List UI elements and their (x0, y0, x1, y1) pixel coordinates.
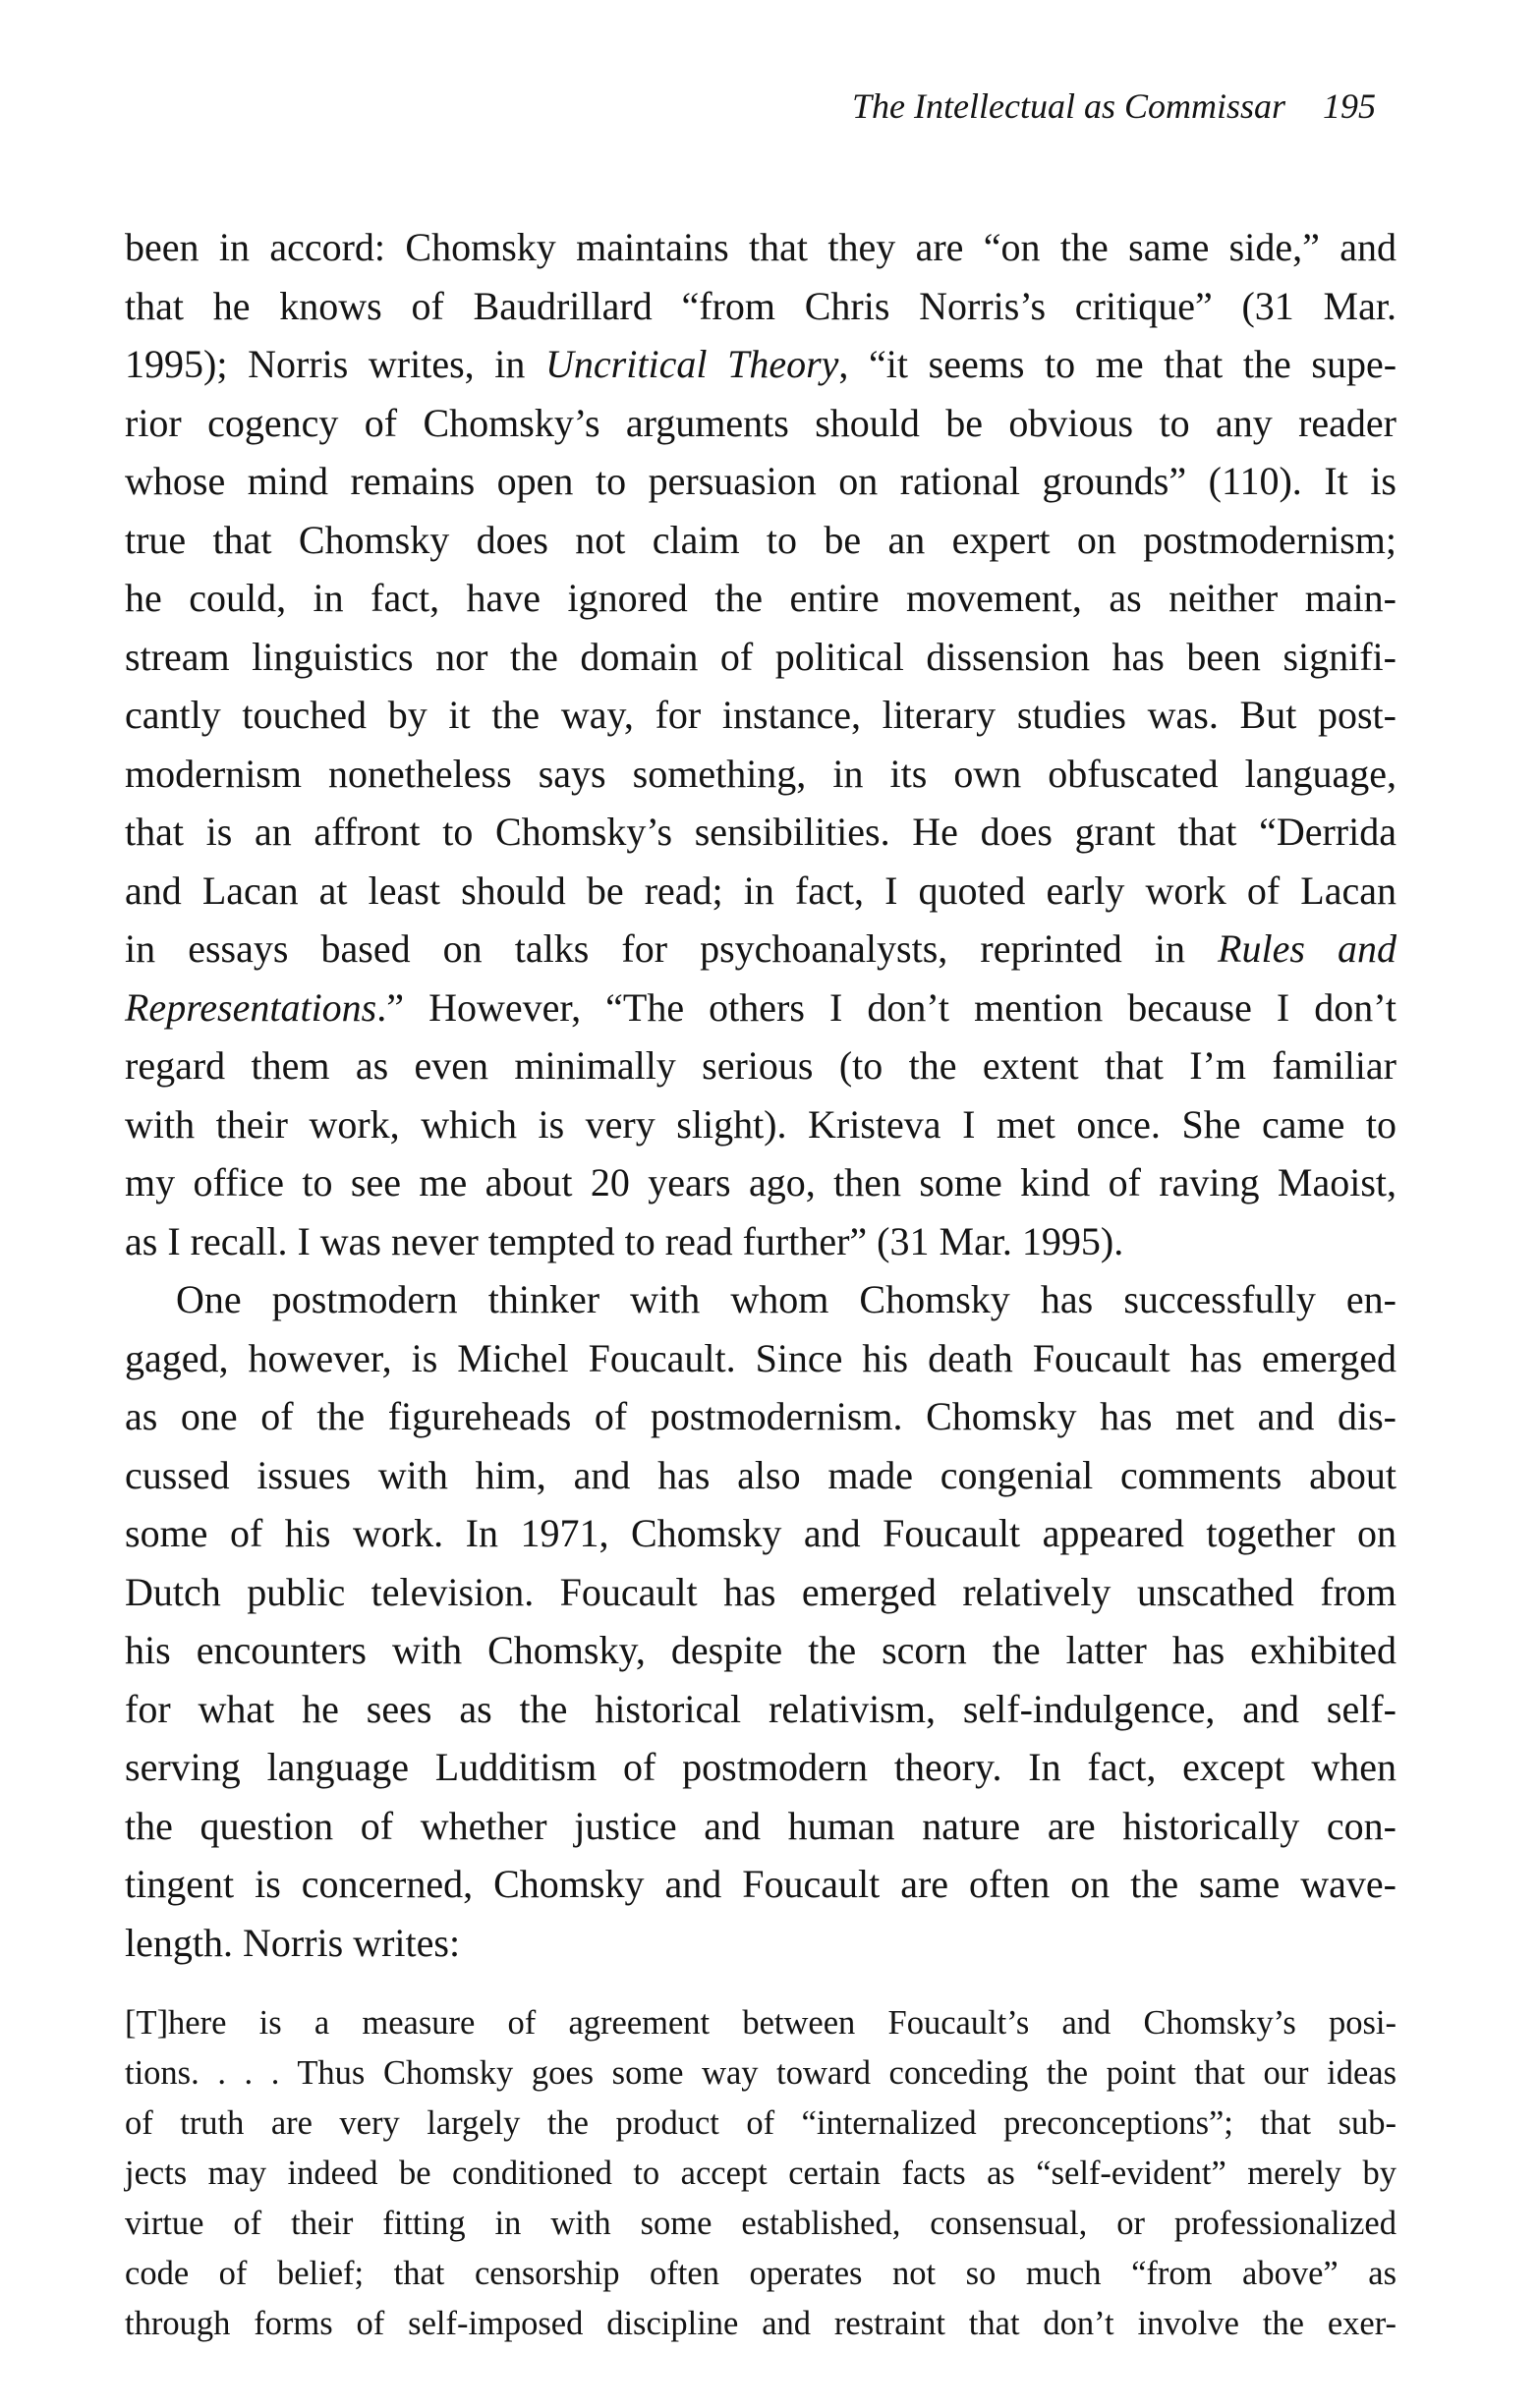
text-line: some of his work. In 1971, Chomsky and Foucault appeared together on (125, 1511, 1396, 1555)
text-line: that is an affront to Chomsky’s sensibilities. He does grant that “Derrida (125, 810, 1396, 854)
text-line: tingent is concerned, Chomsky and Foucault are often on the same wave- (125, 1862, 1396, 1906)
text-line: stream linguistics nor the domain of political dissension has been signifi- (125, 634, 1396, 679)
text-line: true that Chomsky does not claim to be an expert on postmodernism; (125, 517, 1396, 562)
quote-line: virtue of their fitting in with some established, consensual, or professionalized (125, 2205, 1396, 2242)
paragraph-2 (125, 1270, 1396, 1972)
text-line: and Lacan at least should be read; in fact, I quoted early work of Lacan (125, 868, 1396, 913)
text-line: been in accord: Chomsky maintains that they are “on the same side,” and (125, 225, 1396, 269)
text-line: his encounters with Chomsky, despite the scorn the latter has exhibited (125, 1628, 1396, 1672)
running-head (125, 83, 1376, 130)
text-line: gaged, however, is Michel Foucault. Since his death Foucault has emerged (125, 1335, 1396, 1380)
text-line: my office to see me about 20 years ago, then some kind of raving Maoist, (125, 1160, 1396, 1204)
text-line: cussed issues with him, and has also made congenial comments about (125, 1452, 1396, 1497)
text-line (125, 920, 1396, 979)
text-line: with their work, which is very slight). Kristeva I met once. She came to (125, 1101, 1396, 1147)
running-head-title: The Intellectual as Commissar (852, 86, 1285, 126)
page-number: 195 (1323, 86, 1376, 126)
text-line: he could, in fact, have ignored the entire movement, as neither main- (125, 576, 1396, 620)
book-title-representations: Representations (125, 984, 377, 1030)
text-line: for what he sees as the historical relativism, self-indulgence, and self- (125, 1686, 1396, 1731)
quote-line: [T]here is a measure of agreement between Foucault’s and Chomsky’s posi- (125, 2004, 1396, 2042)
text-run: .” However, “The others I don’t mention because I don’t (376, 984, 1396, 1030)
text-line: Dutch public television. Foucault has emerged relatively unscathed from (125, 1569, 1396, 1614)
quote-line: through forms of self-imposed discipline and restraint that don’t involve the exer- (125, 2305, 1396, 2342)
text-line: rior cogency of Chomsky’s arguments should be obvious to any reader (125, 400, 1396, 445)
quote-line: of truth are very largely the product of “internalized preconceptions”; that sub- (125, 2104, 1396, 2142)
text-line: One postmodern thinker with whom Chomsky has successfully en- (176, 1277, 1396, 1321)
text-line: whose mind remains open to persuasion on rational grounds” (110). It is (125, 459, 1396, 503)
book-title-uncritical-theory: Uncritical Theory (545, 342, 839, 386)
text-line (125, 979, 1396, 1037)
block-quote-paragraph (125, 1998, 1396, 2349)
text-line: as I recall. I was never tempted to read further” (31 Mar. 1995). (125, 1218, 1124, 1263)
text-line: serving language Ludditism of postmodern theory. In fact, except when (125, 1745, 1396, 1789)
text-line (125, 335, 1396, 394)
text-line: as one of the figureheads of postmodernism. Chomsky has met and dis- (125, 1394, 1396, 1438)
text-line: modernism nonetheless says something, in its own obfuscated language, (125, 751, 1396, 796)
text-run: 1995); Norris writes, in (125, 342, 546, 386)
text-line: regard them as even minimally serious (to the extent that I’m familiar (125, 1043, 1396, 1088)
text-run: , “it seems to me that the supe- (838, 342, 1397, 386)
book-title-rules-and: Rules and (1218, 926, 1396, 971)
text-line: cantly touched by it the way, for instance, literary studies was. But post- (125, 693, 1396, 737)
quote-line: code of belief; that censorship often operates not so much “from above” as (125, 2255, 1396, 2292)
text-line: the question of whether justice and human nature are historically con- (125, 1803, 1396, 1848)
block-quote (125, 1998, 1396, 2349)
quote-line: jects may indeed be conditioned to accept certain facts as “self-evident” merely by (125, 2155, 1396, 2192)
text-run: in essays based on talks for psychoanalysts, reprinted in (125, 926, 1219, 971)
text-line: that he knows of Baudrillard “from Chris Norris’s critique” (31 Mar. (125, 283, 1396, 328)
text-line: length. Norris writes: (125, 1920, 461, 1965)
quote-line: tions. . . . Thus Chomsky goes some way toward conceding the point that our ideas (125, 2054, 1396, 2092)
body-text (125, 218, 1396, 1972)
paragraph-1 (125, 218, 1396, 1270)
